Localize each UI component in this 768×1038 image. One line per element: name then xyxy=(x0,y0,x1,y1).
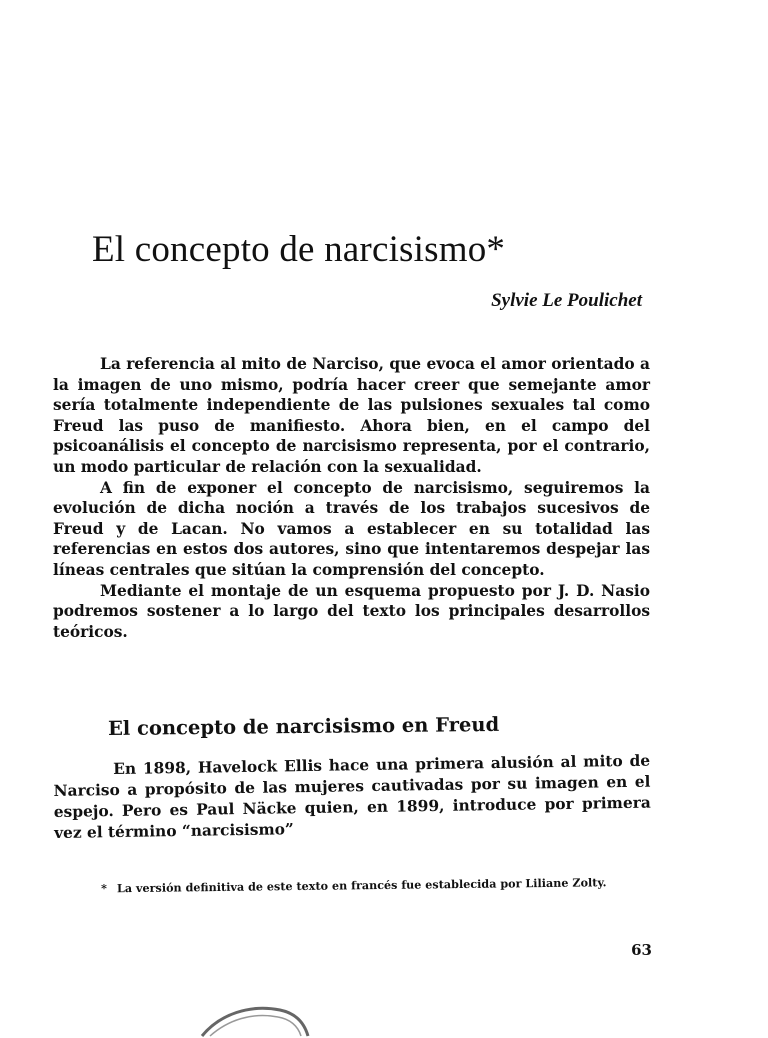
page-number: 63 xyxy=(631,941,652,959)
footnote xyxy=(53,873,643,899)
footnote-text: La versión definitiva de este texto en francés fue establecida por Liliane Zolty. xyxy=(116,875,607,896)
intro-text xyxy=(53,354,650,642)
footnote-marker: * xyxy=(101,881,108,896)
body-paragraph-2: A fin de exponer el concepto de narcisismo, seguiremos la evolución de dicha noción a través de los trabajos sucesivos de Freud y de Lacan. No vamos a establecer en su totalidad las referencias en estos dos autores, sino que intentaremos despejar las líneas centrales que sitúan la comprensión del concepto. xyxy=(53,478,650,579)
section-text xyxy=(53,751,651,844)
page-title: El concepto de narcisismo* xyxy=(92,229,506,270)
body-paragraph-3: Mediante el montaje de un esquema propuesto por J. D. Nasio podremos sostener a lo largo del texto los principales desarrollos teóricos. xyxy=(53,581,650,641)
section-paragraph: En 1898, Havelock Ellis hace una primera alusión al mito de Narciso a propósito de las mujeres cautivadas por su imagen en el espejo. Pero es Paul Näcke quien, en 1899, introduce por primera vez el término “narcisismo” xyxy=(53,751,651,842)
body-paragraph-1: La referencia al mito de Narciso, que evoca el amor orientado a la imagen de uno mismo, podría hacer creer que semejante amor sería totalmente independiente de las pulsiones sexuales tal como Freud las puso de manifiesto. Ahora bien, en el campo del psicoanálisis el concepto de narcisismo representa, por el contrario, un modo particular de relación con la sexualidad. xyxy=(53,355,650,476)
section-heading: El concepto de narcisismo en Freud xyxy=(107,712,500,740)
author-name: Sylvie Le Poulichet xyxy=(491,290,642,311)
scan-artifact-mark xyxy=(200,998,310,1038)
